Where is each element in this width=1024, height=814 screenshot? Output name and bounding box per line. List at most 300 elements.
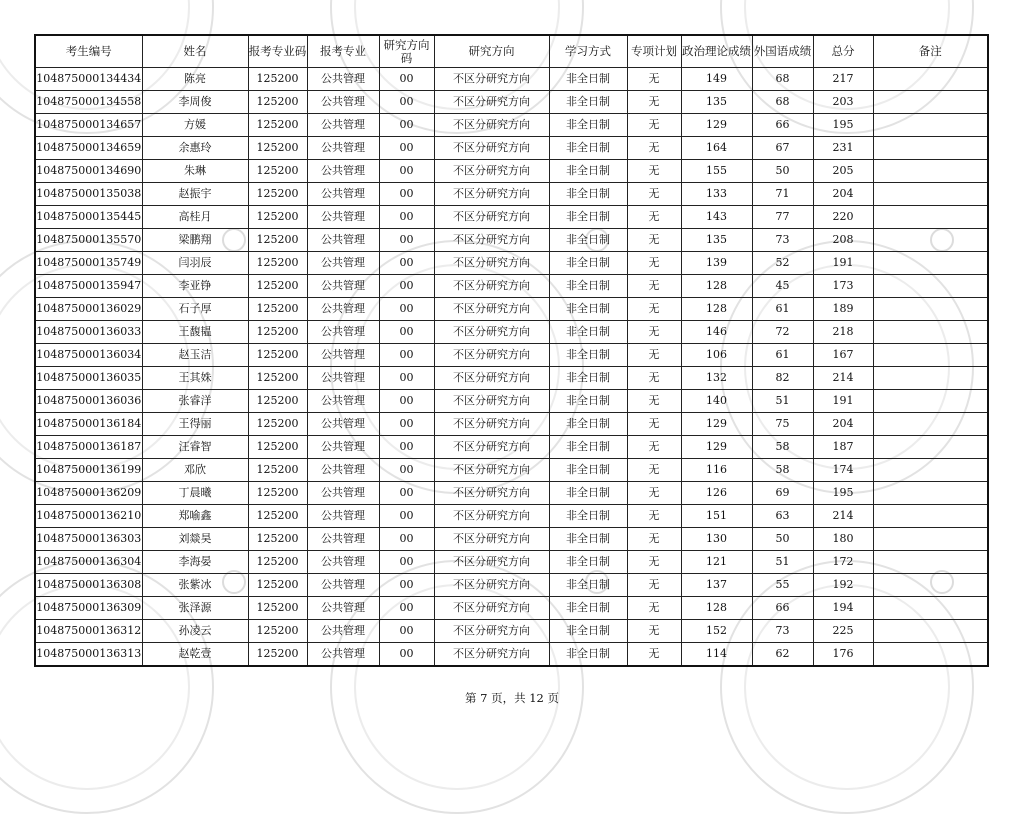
cell-direction: 不区分研究方向 bbox=[434, 229, 549, 252]
cell-major-code: 125200 bbox=[248, 482, 307, 505]
cell-student-id: 104875000136187 bbox=[35, 436, 142, 459]
header-student-id: 考生编号 bbox=[35, 35, 142, 68]
cell-direction-code: 00 bbox=[379, 206, 434, 229]
cell-foreign-language-score: 73 bbox=[752, 229, 813, 252]
cell-major-code: 125200 bbox=[248, 413, 307, 436]
table-row bbox=[35, 344, 988, 367]
cell-direction-code: 00 bbox=[379, 229, 434, 252]
cell-total-score: 231 bbox=[813, 137, 873, 160]
cell-major: 公共管理 bbox=[307, 229, 379, 252]
cell-direction-code: 00 bbox=[379, 574, 434, 597]
cell-study-mode: 非全日制 bbox=[549, 275, 627, 298]
cell-politics-score: 164 bbox=[681, 137, 752, 160]
cell-study-mode: 非全日制 bbox=[549, 413, 627, 436]
cell-student-id: 104875000135947 bbox=[35, 275, 142, 298]
cell-major-code: 125200 bbox=[248, 390, 307, 413]
cell-total-score: 172 bbox=[813, 551, 873, 574]
cell-direction: 不区分研究方向 bbox=[434, 68, 549, 91]
cell-major: 公共管理 bbox=[307, 298, 379, 321]
cell-name: 方媛 bbox=[142, 114, 248, 137]
cell-foreign-language-score: 63 bbox=[752, 505, 813, 528]
cell-direction: 不区分研究方向 bbox=[434, 390, 549, 413]
cell-remarks bbox=[873, 551, 988, 574]
table-row bbox=[35, 436, 988, 459]
cell-remarks bbox=[873, 252, 988, 275]
cell-study-mode: 非全日制 bbox=[549, 505, 627, 528]
cell-foreign-language-score: 50 bbox=[752, 528, 813, 551]
cell-politics-score: 129 bbox=[681, 436, 752, 459]
cell-major-code: 125200 bbox=[248, 183, 307, 206]
cell-foreign-language-score: 58 bbox=[752, 459, 813, 482]
cell-remarks bbox=[873, 298, 988, 321]
cell-name: 闫羽辰 bbox=[142, 252, 248, 275]
cell-total-score: 189 bbox=[813, 298, 873, 321]
cell-name: 郑喻鑫 bbox=[142, 505, 248, 528]
cell-remarks bbox=[873, 160, 988, 183]
cell-direction: 不区分研究方向 bbox=[434, 551, 549, 574]
cell-major-code: 125200 bbox=[248, 643, 307, 667]
cell-direction: 不区分研究方向 bbox=[434, 436, 549, 459]
cell-study-mode: 非全日制 bbox=[549, 206, 627, 229]
cell-major: 公共管理 bbox=[307, 68, 379, 91]
cell-special-plan: 无 bbox=[627, 275, 681, 298]
cell-special-plan: 无 bbox=[627, 528, 681, 551]
cell-direction: 不区分研究方向 bbox=[434, 91, 549, 114]
header-remarks: 备注 bbox=[873, 35, 988, 68]
cell-student-id: 104875000136209 bbox=[35, 482, 142, 505]
cell-study-mode: 非全日制 bbox=[549, 643, 627, 667]
cell-name: 石子厚 bbox=[142, 298, 248, 321]
cell-foreign-language-score: 62 bbox=[752, 643, 813, 667]
cell-study-mode: 非全日制 bbox=[549, 160, 627, 183]
cell-major-code: 125200 bbox=[248, 252, 307, 275]
cell-study-mode: 非全日制 bbox=[549, 597, 627, 620]
cell-total-score: 218 bbox=[813, 321, 873, 344]
cell-study-mode: 非全日制 bbox=[549, 436, 627, 459]
cell-foreign-language-score: 50 bbox=[752, 160, 813, 183]
cell-major: 公共管理 bbox=[307, 643, 379, 667]
cell-special-plan: 无 bbox=[627, 367, 681, 390]
cell-politics-score: 130 bbox=[681, 528, 752, 551]
cell-special-plan: 无 bbox=[627, 321, 681, 344]
cell-remarks bbox=[873, 114, 988, 137]
cell-total-score: 192 bbox=[813, 574, 873, 597]
table-row bbox=[35, 597, 988, 620]
cell-major: 公共管理 bbox=[307, 574, 379, 597]
cell-direction-code: 00 bbox=[379, 68, 434, 91]
cell-student-id: 104875000136308 bbox=[35, 574, 142, 597]
cell-total-score: 180 bbox=[813, 528, 873, 551]
cell-special-plan: 无 bbox=[627, 597, 681, 620]
cell-direction-code: 00 bbox=[379, 390, 434, 413]
cell-total-score: 174 bbox=[813, 459, 873, 482]
cell-politics-score: 137 bbox=[681, 574, 752, 597]
cell-major-code: 125200 bbox=[248, 68, 307, 91]
cell-foreign-language-score: 82 bbox=[752, 367, 813, 390]
cell-politics-score: 121 bbox=[681, 551, 752, 574]
cell-student-id: 104875000136312 bbox=[35, 620, 142, 643]
cell-foreign-language-score: 68 bbox=[752, 68, 813, 91]
cell-major-code: 125200 bbox=[248, 206, 307, 229]
cell-politics-score: 114 bbox=[681, 643, 752, 667]
cell-remarks bbox=[873, 413, 988, 436]
cell-total-score: 214 bbox=[813, 505, 873, 528]
cell-direction-code: 00 bbox=[379, 643, 434, 667]
table-row bbox=[35, 321, 988, 344]
header-special-plan: 专项计划 bbox=[627, 35, 681, 68]
cell-special-plan: 无 bbox=[627, 574, 681, 597]
cell-direction-code: 00 bbox=[379, 367, 434, 390]
cell-foreign-language-score: 61 bbox=[752, 298, 813, 321]
cell-student-id: 104875000136033 bbox=[35, 321, 142, 344]
cell-major-code: 125200 bbox=[248, 597, 307, 620]
table-row bbox=[35, 574, 988, 597]
cell-study-mode: 非全日制 bbox=[549, 183, 627, 206]
table-row bbox=[35, 413, 988, 436]
cell-total-score: 191 bbox=[813, 390, 873, 413]
cell-foreign-language-score: 51 bbox=[752, 390, 813, 413]
table-header-row bbox=[35, 35, 988, 68]
cell-politics-score: 146 bbox=[681, 321, 752, 344]
cell-total-score: 204 bbox=[813, 183, 873, 206]
table-row bbox=[35, 275, 988, 298]
cell-name: 余惠玲 bbox=[142, 137, 248, 160]
header-study-mode: 学习方式 bbox=[549, 35, 627, 68]
cell-politics-score: 132 bbox=[681, 367, 752, 390]
cell-direction: 不区分研究方向 bbox=[434, 574, 549, 597]
cell-special-plan: 无 bbox=[627, 505, 681, 528]
cell-foreign-language-score: 61 bbox=[752, 344, 813, 367]
cell-name: 赵玉洁 bbox=[142, 344, 248, 367]
cell-student-id: 104875000136313 bbox=[35, 643, 142, 667]
cell-direction-code: 00 bbox=[379, 137, 434, 160]
cell-politics-score: 143 bbox=[681, 206, 752, 229]
cell-major: 公共管理 bbox=[307, 252, 379, 275]
cell-politics-score: 133 bbox=[681, 183, 752, 206]
cell-foreign-language-score: 71 bbox=[752, 183, 813, 206]
cell-direction: 不区分研究方向 bbox=[434, 321, 549, 344]
cell-foreign-language-score: 45 bbox=[752, 275, 813, 298]
header-name: 姓名 bbox=[142, 35, 248, 68]
cell-major: 公共管理 bbox=[307, 91, 379, 114]
cell-student-id: 104875000134434 bbox=[35, 68, 142, 91]
cell-name: 张睿洋 bbox=[142, 390, 248, 413]
cell-total-score: 194 bbox=[813, 597, 873, 620]
table-row bbox=[35, 459, 988, 482]
cell-direction-code: 00 bbox=[379, 482, 434, 505]
cell-name: 李海晏 bbox=[142, 551, 248, 574]
cell-name: 王其姝 bbox=[142, 367, 248, 390]
cell-direction: 不区分研究方向 bbox=[434, 298, 549, 321]
cell-name: 高桂月 bbox=[142, 206, 248, 229]
cell-major-code: 125200 bbox=[248, 505, 307, 528]
cell-direction-code: 00 bbox=[379, 344, 434, 367]
cell-total-score: 203 bbox=[813, 91, 873, 114]
table-row bbox=[35, 206, 988, 229]
cell-total-score: 217 bbox=[813, 68, 873, 91]
header-direction: 研究方向 bbox=[434, 35, 549, 68]
cell-name: 李周俊 bbox=[142, 91, 248, 114]
cell-major-code: 125200 bbox=[248, 298, 307, 321]
cell-remarks bbox=[873, 482, 988, 505]
cell-direction-code: 00 bbox=[379, 528, 434, 551]
cell-special-plan: 无 bbox=[627, 160, 681, 183]
cell-foreign-language-score: 73 bbox=[752, 620, 813, 643]
cell-direction-code: 00 bbox=[379, 321, 434, 344]
cell-politics-score: 129 bbox=[681, 413, 752, 436]
cell-study-mode: 非全日制 bbox=[549, 367, 627, 390]
page-number: 第 7 页，共 12 页 bbox=[464, 691, 560, 705]
cell-special-plan: 无 bbox=[627, 298, 681, 321]
cell-remarks bbox=[873, 643, 988, 667]
cell-special-plan: 无 bbox=[627, 183, 681, 206]
cell-study-mode: 非全日制 bbox=[549, 620, 627, 643]
cell-total-score: 176 bbox=[813, 643, 873, 667]
cell-direction: 不区分研究方向 bbox=[434, 620, 549, 643]
header-major-code: 报考专业码 bbox=[248, 35, 307, 68]
cell-foreign-language-score: 51 bbox=[752, 551, 813, 574]
cell-remarks bbox=[873, 620, 988, 643]
cell-total-score: 173 bbox=[813, 275, 873, 298]
cell-study-mode: 非全日制 bbox=[549, 459, 627, 482]
cell-major-code: 125200 bbox=[248, 459, 307, 482]
cell-special-plan: 无 bbox=[627, 620, 681, 643]
cell-special-plan: 无 bbox=[627, 206, 681, 229]
table-body bbox=[35, 68, 988, 667]
cell-major: 公共管理 bbox=[307, 367, 379, 390]
cell-student-id: 104875000134657 bbox=[35, 114, 142, 137]
cell-major-code: 125200 bbox=[248, 275, 307, 298]
cell-student-id: 104875000134659 bbox=[35, 137, 142, 160]
cell-foreign-language-score: 66 bbox=[752, 114, 813, 137]
cell-study-mode: 非全日制 bbox=[549, 482, 627, 505]
cell-name: 赵振宇 bbox=[142, 183, 248, 206]
cell-special-plan: 无 bbox=[627, 643, 681, 667]
cell-name: 孙凌云 bbox=[142, 620, 248, 643]
cell-study-mode: 非全日制 bbox=[549, 551, 627, 574]
table-row bbox=[35, 390, 988, 413]
cell-remarks bbox=[873, 229, 988, 252]
table-row bbox=[35, 482, 988, 505]
table-row bbox=[35, 137, 988, 160]
cell-direction-code: 00 bbox=[379, 160, 434, 183]
cell-politics-score: 135 bbox=[681, 91, 752, 114]
cell-name: 梁鹏翔 bbox=[142, 229, 248, 252]
table-row bbox=[35, 551, 988, 574]
cell-major-code: 125200 bbox=[248, 620, 307, 643]
cell-foreign-language-score: 66 bbox=[752, 597, 813, 620]
table-row bbox=[35, 528, 988, 551]
cell-foreign-language-score: 75 bbox=[752, 413, 813, 436]
cell-special-plan: 无 bbox=[627, 459, 681, 482]
cell-direction-code: 00 bbox=[379, 459, 434, 482]
cell-total-score: 214 bbox=[813, 367, 873, 390]
cell-direction-code: 00 bbox=[379, 275, 434, 298]
table-row bbox=[35, 183, 988, 206]
table-row bbox=[35, 298, 988, 321]
cell-direction-code: 00 bbox=[379, 91, 434, 114]
cell-study-mode: 非全日制 bbox=[549, 114, 627, 137]
cell-special-plan: 无 bbox=[627, 482, 681, 505]
cell-direction-code: 00 bbox=[379, 252, 434, 275]
cell-major-code: 125200 bbox=[248, 367, 307, 390]
cell-study-mode: 非全日制 bbox=[549, 91, 627, 114]
cell-student-id: 104875000135749 bbox=[35, 252, 142, 275]
cell-politics-score: 155 bbox=[681, 160, 752, 183]
cell-major: 公共管理 bbox=[307, 183, 379, 206]
cell-remarks bbox=[873, 321, 988, 344]
cell-politics-score: 140 bbox=[681, 390, 752, 413]
cell-major: 公共管理 bbox=[307, 620, 379, 643]
cell-remarks bbox=[873, 344, 988, 367]
cell-special-plan: 无 bbox=[627, 137, 681, 160]
cell-major: 公共管理 bbox=[307, 275, 379, 298]
table-row bbox=[35, 91, 988, 114]
cell-total-score: 204 bbox=[813, 413, 873, 436]
cell-major-code: 125200 bbox=[248, 321, 307, 344]
cell-major-code: 125200 bbox=[248, 436, 307, 459]
cell-remarks bbox=[873, 206, 988, 229]
cell-foreign-language-score: 68 bbox=[752, 91, 813, 114]
table-row bbox=[35, 643, 988, 667]
cell-name: 张紫冰 bbox=[142, 574, 248, 597]
header-direction-code: 研究方向码 bbox=[379, 35, 434, 68]
cell-total-score: 208 bbox=[813, 229, 873, 252]
cell-major: 公共管理 bbox=[307, 597, 379, 620]
cell-major: 公共管理 bbox=[307, 390, 379, 413]
cell-direction: 不区分研究方向 bbox=[434, 183, 549, 206]
cell-study-mode: 非全日制 bbox=[549, 390, 627, 413]
cell-remarks bbox=[873, 183, 988, 206]
cell-major-code: 125200 bbox=[248, 114, 307, 137]
cell-direction: 不区分研究方向 bbox=[434, 206, 549, 229]
cell-student-id: 104875000134558 bbox=[35, 91, 142, 114]
cell-major: 公共管理 bbox=[307, 114, 379, 137]
cell-remarks bbox=[873, 367, 988, 390]
cell-remarks bbox=[873, 528, 988, 551]
cell-direction: 不区分研究方向 bbox=[434, 643, 549, 667]
cell-remarks bbox=[873, 137, 988, 160]
cell-special-plan: 无 bbox=[627, 114, 681, 137]
cell-direction: 不区分研究方向 bbox=[434, 367, 549, 390]
cell-politics-score: 149 bbox=[681, 68, 752, 91]
cell-special-plan: 无 bbox=[627, 551, 681, 574]
cell-remarks bbox=[873, 390, 988, 413]
cell-student-id: 104875000136034 bbox=[35, 344, 142, 367]
cell-major: 公共管理 bbox=[307, 160, 379, 183]
cell-politics-score: 128 bbox=[681, 597, 752, 620]
cell-major: 公共管理 bbox=[307, 459, 379, 482]
cell-student-id: 104875000136035 bbox=[35, 367, 142, 390]
cell-study-mode: 非全日制 bbox=[549, 229, 627, 252]
header-politics-score: 政治理论成绩 bbox=[681, 35, 752, 68]
cell-politics-score: 106 bbox=[681, 344, 752, 367]
cell-study-mode: 非全日制 bbox=[549, 252, 627, 275]
cell-direction-code: 00 bbox=[379, 505, 434, 528]
cell-major: 公共管理 bbox=[307, 321, 379, 344]
cell-remarks bbox=[873, 68, 988, 91]
cell-name: 张泽源 bbox=[142, 597, 248, 620]
cell-name: 李亚铮 bbox=[142, 275, 248, 298]
table-row bbox=[35, 252, 988, 275]
cell-name: 陈亮 bbox=[142, 68, 248, 91]
cell-remarks bbox=[873, 597, 988, 620]
cell-major-code: 125200 bbox=[248, 528, 307, 551]
cell-total-score: 191 bbox=[813, 252, 873, 275]
cell-direction-code: 00 bbox=[379, 298, 434, 321]
cell-major: 公共管理 bbox=[307, 206, 379, 229]
table-row bbox=[35, 114, 988, 137]
cell-foreign-language-score: 69 bbox=[752, 482, 813, 505]
cell-special-plan: 无 bbox=[627, 344, 681, 367]
cell-direction-code: 00 bbox=[379, 620, 434, 643]
cell-major-code: 125200 bbox=[248, 91, 307, 114]
cell-politics-score: 116 bbox=[681, 459, 752, 482]
cell-politics-score: 152 bbox=[681, 620, 752, 643]
cell-foreign-language-score: 52 bbox=[752, 252, 813, 275]
cell-special-plan: 无 bbox=[627, 390, 681, 413]
header-total-score: 总分 bbox=[813, 35, 873, 68]
cell-major: 公共管理 bbox=[307, 505, 379, 528]
cell-special-plan: 无 bbox=[627, 68, 681, 91]
cell-major: 公共管理 bbox=[307, 551, 379, 574]
cell-student-id: 104875000136304 bbox=[35, 551, 142, 574]
cell-special-plan: 无 bbox=[627, 413, 681, 436]
header-major: 报考专业 bbox=[307, 35, 379, 68]
cell-remarks bbox=[873, 91, 988, 114]
cell-major: 公共管理 bbox=[307, 344, 379, 367]
cell-foreign-language-score: 77 bbox=[752, 206, 813, 229]
cell-name: 王馥韫 bbox=[142, 321, 248, 344]
cell-remarks bbox=[873, 459, 988, 482]
cell-name: 王得丽 bbox=[142, 413, 248, 436]
cell-student-id: 104875000135570 bbox=[35, 229, 142, 252]
cell-direction-code: 00 bbox=[379, 183, 434, 206]
cell-politics-score: 135 bbox=[681, 229, 752, 252]
cell-total-score: 220 bbox=[813, 206, 873, 229]
header-foreign-language-score: 外国语成绩 bbox=[752, 35, 813, 68]
cell-name: 汪睿智 bbox=[142, 436, 248, 459]
cell-remarks bbox=[873, 275, 988, 298]
cell-name: 丁晨曦 bbox=[142, 482, 248, 505]
cell-special-plan: 无 bbox=[627, 252, 681, 275]
cell-study-mode: 非全日制 bbox=[549, 321, 627, 344]
table-row bbox=[35, 229, 988, 252]
cell-direction: 不区分研究方向 bbox=[434, 482, 549, 505]
cell-politics-score: 151 bbox=[681, 505, 752, 528]
cell-student-id: 104875000136199 bbox=[35, 459, 142, 482]
cell-foreign-language-score: 67 bbox=[752, 137, 813, 160]
retest-list-table bbox=[34, 34, 989, 667]
cell-remarks bbox=[873, 574, 988, 597]
cell-major-code: 125200 bbox=[248, 344, 307, 367]
cell-direction-code: 00 bbox=[379, 413, 434, 436]
cell-politics-score: 126 bbox=[681, 482, 752, 505]
cell-student-id: 104875000136309 bbox=[35, 597, 142, 620]
cell-student-id: 104875000134690 bbox=[35, 160, 142, 183]
table-row bbox=[35, 505, 988, 528]
cell-student-id: 104875000136036 bbox=[35, 390, 142, 413]
cell-name: 刘燚昊 bbox=[142, 528, 248, 551]
cell-total-score: 195 bbox=[813, 114, 873, 137]
cell-direction: 不区分研究方向 bbox=[434, 597, 549, 620]
cell-foreign-language-score: 72 bbox=[752, 321, 813, 344]
cell-direction: 不区分研究方向 bbox=[434, 505, 549, 528]
cell-direction-code: 00 bbox=[379, 436, 434, 459]
cell-politics-score: 139 bbox=[681, 252, 752, 275]
cell-student-id: 104875000136303 bbox=[35, 528, 142, 551]
cell-politics-score: 129 bbox=[681, 114, 752, 137]
